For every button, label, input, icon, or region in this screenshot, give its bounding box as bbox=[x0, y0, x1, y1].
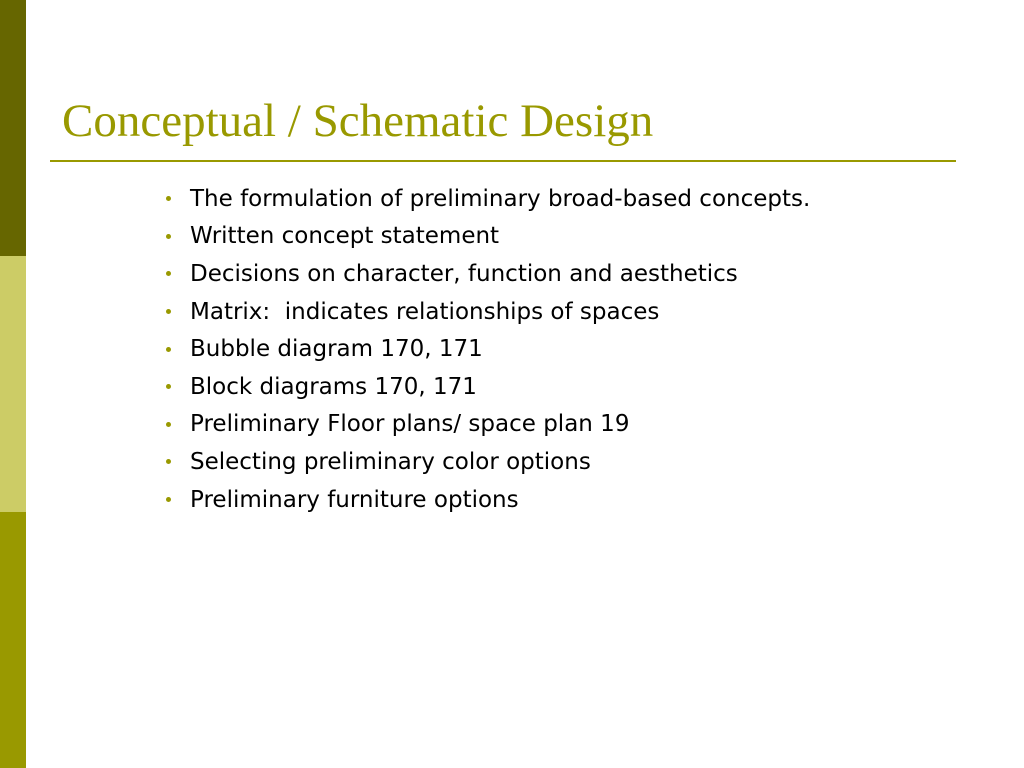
bullet-item bbox=[166, 255, 810, 293]
bullet-text: Written concept statement bbox=[190, 223, 500, 250]
side-band-dark bbox=[0, 0, 26, 256]
bullet-item bbox=[166, 330, 810, 368]
bullet-dot-icon bbox=[166, 234, 171, 239]
title-divider bbox=[50, 160, 956, 162]
bullet-dot-icon bbox=[166, 497, 171, 502]
slide-title: Conceptual / Schematic Design bbox=[62, 95, 654, 147]
bullet-dot-icon bbox=[166, 459, 171, 464]
bullet-item bbox=[166, 406, 810, 444]
bullet-dot-icon bbox=[166, 384, 171, 389]
bullet-dot-icon bbox=[166, 196, 171, 201]
bullet-text: Bubble diagram 170, 171 bbox=[190, 336, 483, 363]
bullet-dot-icon bbox=[166, 271, 171, 276]
bullet-text: Preliminary furniture options bbox=[190, 486, 519, 513]
bullet-text: Block diagrams 170, 171 bbox=[190, 373, 477, 400]
bullet-item bbox=[166, 293, 810, 331]
bullet-item bbox=[166, 443, 810, 481]
bullet-item bbox=[166, 481, 810, 519]
bullet-list bbox=[166, 180, 810, 518]
bullet-text: The formulation of preliminary broad-based concepts. bbox=[190, 185, 811, 212]
bullet-item bbox=[166, 218, 810, 256]
side-band-light bbox=[0, 256, 26, 512]
side-band-olive bbox=[0, 512, 26, 768]
bullet-text: Selecting preliminary color options bbox=[190, 448, 591, 475]
bullet-text: Decisions on character, function and aesthetics bbox=[190, 260, 738, 287]
bullet-dot-icon bbox=[166, 422, 171, 427]
bullet-dot-icon bbox=[166, 309, 171, 314]
bullet-item bbox=[166, 368, 810, 406]
bullet-dot-icon bbox=[166, 347, 171, 352]
bullet-text: Matrix: indicates relationships of spaces bbox=[190, 298, 660, 325]
bullet-text: Preliminary Floor plans/ space plan 19 bbox=[190, 411, 630, 438]
bullet-item bbox=[166, 180, 810, 218]
